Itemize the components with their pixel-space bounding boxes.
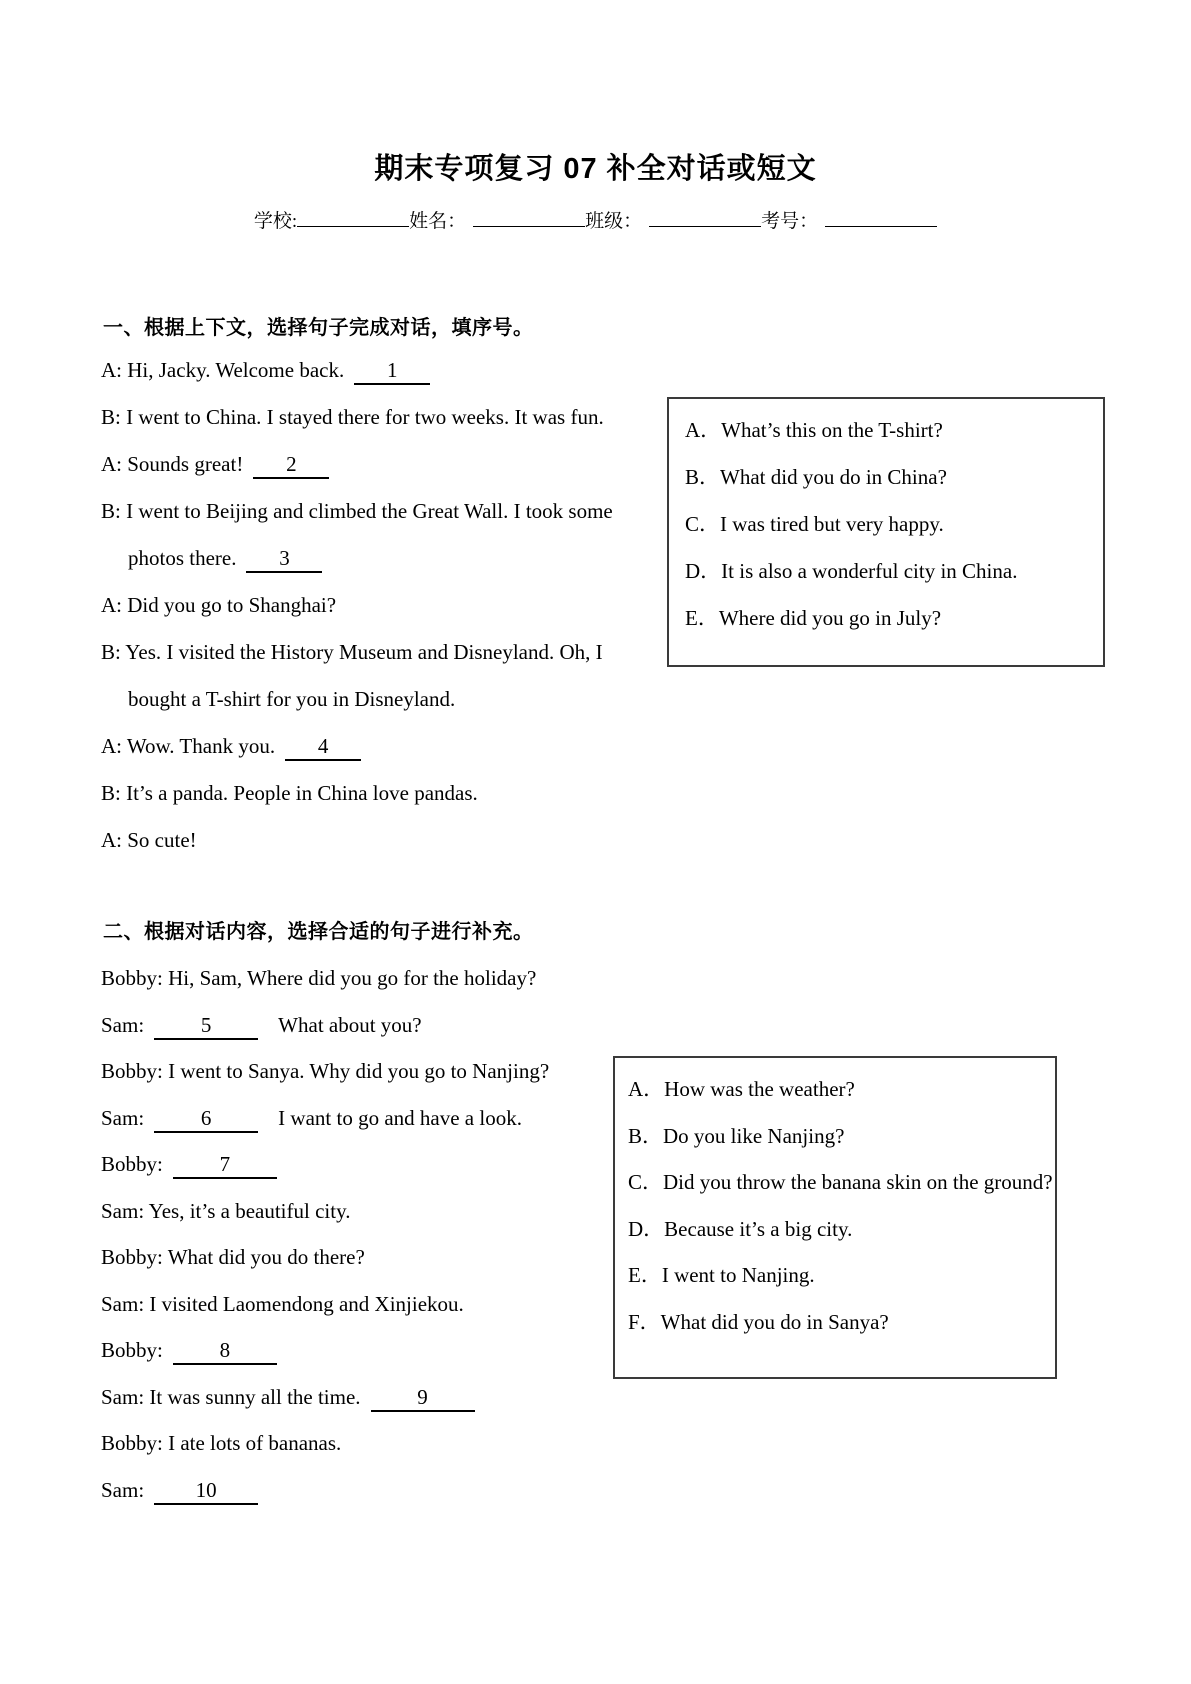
dialogue-line [101, 955, 601, 1002]
class-field [585, 206, 761, 233]
answer-blank-8: 8 [173, 1337, 277, 1365]
line-text: B: I went to China. I stayed there for two weeks. It was fun. [101, 405, 604, 429]
line-text: A: Hi, Jacky. Welcome back. [101, 358, 345, 382]
line-text: Sam: [101, 1477, 145, 1502]
line-text: Sam: It was sunny all the time. [101, 1384, 361, 1409]
name-field [409, 206, 585, 233]
line-text: bought a T-shirt for you in Disneyland. [128, 687, 456, 711]
line-text: B: Yes. I visited the History Museum and Disneyland. Oh, I [101, 640, 603, 664]
dialogue-line [101, 1002, 601, 1049]
section1-dialogue [101, 347, 641, 864]
line-text: Sam: [101, 1012, 145, 1037]
option-item-e: E．Where did you go in July? [685, 606, 942, 630]
answer-blank-3: 3 [246, 545, 322, 573]
answer-blank-2: 2 [253, 451, 329, 479]
dialogue-line [101, 676, 641, 723]
dialogue-line [101, 582, 641, 629]
dialogue-line [101, 1327, 601, 1374]
dialogue-line [101, 535, 641, 582]
dialogue-line [101, 629, 641, 676]
exam-number-label: 考号： [761, 211, 819, 232]
line-text: Bobby: [101, 1152, 163, 1176]
dialogue-line [101, 488, 641, 535]
dialogue-line [101, 1095, 601, 1142]
exam-number-blank-line [825, 206, 937, 227]
answer-blank-5: 5 [154, 1012, 258, 1040]
answer-blank-1: 1 [354, 357, 430, 385]
answer-blank-7: 7 [173, 1151, 277, 1179]
section2-heading: 二、根据对话内容，选择合适的句子进行补充。 [103, 921, 534, 943]
option-item-f: F．What did you do in Sanya? [628, 1309, 889, 1334]
section2-dialogue [101, 955, 601, 1513]
answer-blank-9: 9 [371, 1384, 475, 1412]
section1-heading: 一、根据上下文，选择句子完成对话，填序号。 [103, 317, 534, 339]
line-text: B: I went to Beijing and climbed the Great Wall. I took some [101, 499, 613, 523]
line-text: Bobby: [101, 1338, 163, 1362]
line-text: Bobby: Hi, Sam, Where did you go for the holiday? [101, 966, 537, 990]
answer-blank-10: 10 [154, 1477, 258, 1505]
option-item-c: C．I was tired but very happy. [685, 512, 944, 536]
dialogue-line [101, 1141, 601, 1188]
dialogue-line [101, 347, 641, 394]
school-label: 学校: [253, 211, 298, 232]
name-blank-line [473, 206, 585, 227]
line-text: A: Did you go to Shanghai? [101, 593, 337, 617]
line-text: Bobby: I went to Sanya. Why did you go to Nanjing? [101, 1059, 550, 1083]
dialogue-line [101, 1234, 601, 1281]
class-label: 班级： [585, 211, 643, 232]
section2-options-box [613, 1056, 1057, 1379]
line-text: A: So cute! [101, 828, 197, 852]
dialogue-line [101, 723, 641, 770]
dialogue-line [101, 817, 641, 864]
answer-blank-6: 6 [154, 1105, 258, 1133]
answer-blank-4: 4 [285, 733, 361, 761]
line-text: Sam: [101, 1105, 145, 1130]
line-suffix: I want to go and have a look. [278, 1105, 522, 1130]
dialogue-line [101, 1467, 601, 1514]
option-item-b: B．What did you do in China? [685, 465, 947, 489]
dialogue-line [101, 1374, 601, 1421]
page-title: 期末专项复习 07 补全对话或短文 [374, 153, 817, 185]
option-item-a: A．How was the weather? [628, 1077, 855, 1101]
dialogue-line [101, 1420, 601, 1467]
line-text: A: Wow. Thank you. [101, 734, 276, 758]
class-blank-line [649, 206, 761, 227]
line-text: Sam: I visited Laomendong and Xinjiekou. [101, 1291, 464, 1316]
dialogue-line [101, 441, 641, 488]
dialogue-line [101, 1281, 601, 1328]
option-item-b: B．Do you like Nanjing? [628, 1123, 845, 1148]
dialogue-line [101, 1048, 601, 1095]
option-item-d: D．Because it’s a big city. [628, 1216, 853, 1241]
line-text: photos there. [128, 546, 237, 570]
dialogue-line [101, 394, 641, 441]
dialogue-line [101, 1188, 601, 1235]
option-item-a: A．What’s this on the T-shirt? [685, 418, 943, 442]
line-text: Bobby: I ate lots of bananas. [101, 1431, 342, 1455]
dialogue-line [101, 770, 641, 817]
line-suffix: What about you? [278, 1012, 422, 1037]
school-blank-line [297, 206, 409, 227]
option-item-e: E．I went to Nanjing. [628, 1263, 815, 1287]
student-info-row [0, 206, 1191, 233]
line-text: Sam: Yes, it’s a beautiful city. [101, 1198, 351, 1223]
section1-options-box [667, 397, 1105, 667]
name-label: 姓名： [409, 211, 467, 232]
option-item-d: D．It is also a wonderful city in China. [685, 559, 1018, 583]
school-field [254, 206, 409, 233]
line-text: Bobby: What did you do there? [101, 1245, 365, 1269]
line-text: A: Sounds great! [101, 452, 244, 476]
line-text: B: It’s a panda. People in China love pandas. [101, 781, 478, 805]
option-item-c: C．Did you throw the banana skin on the ground? [628, 1170, 1053, 1194]
exam-number-field [761, 206, 937, 233]
